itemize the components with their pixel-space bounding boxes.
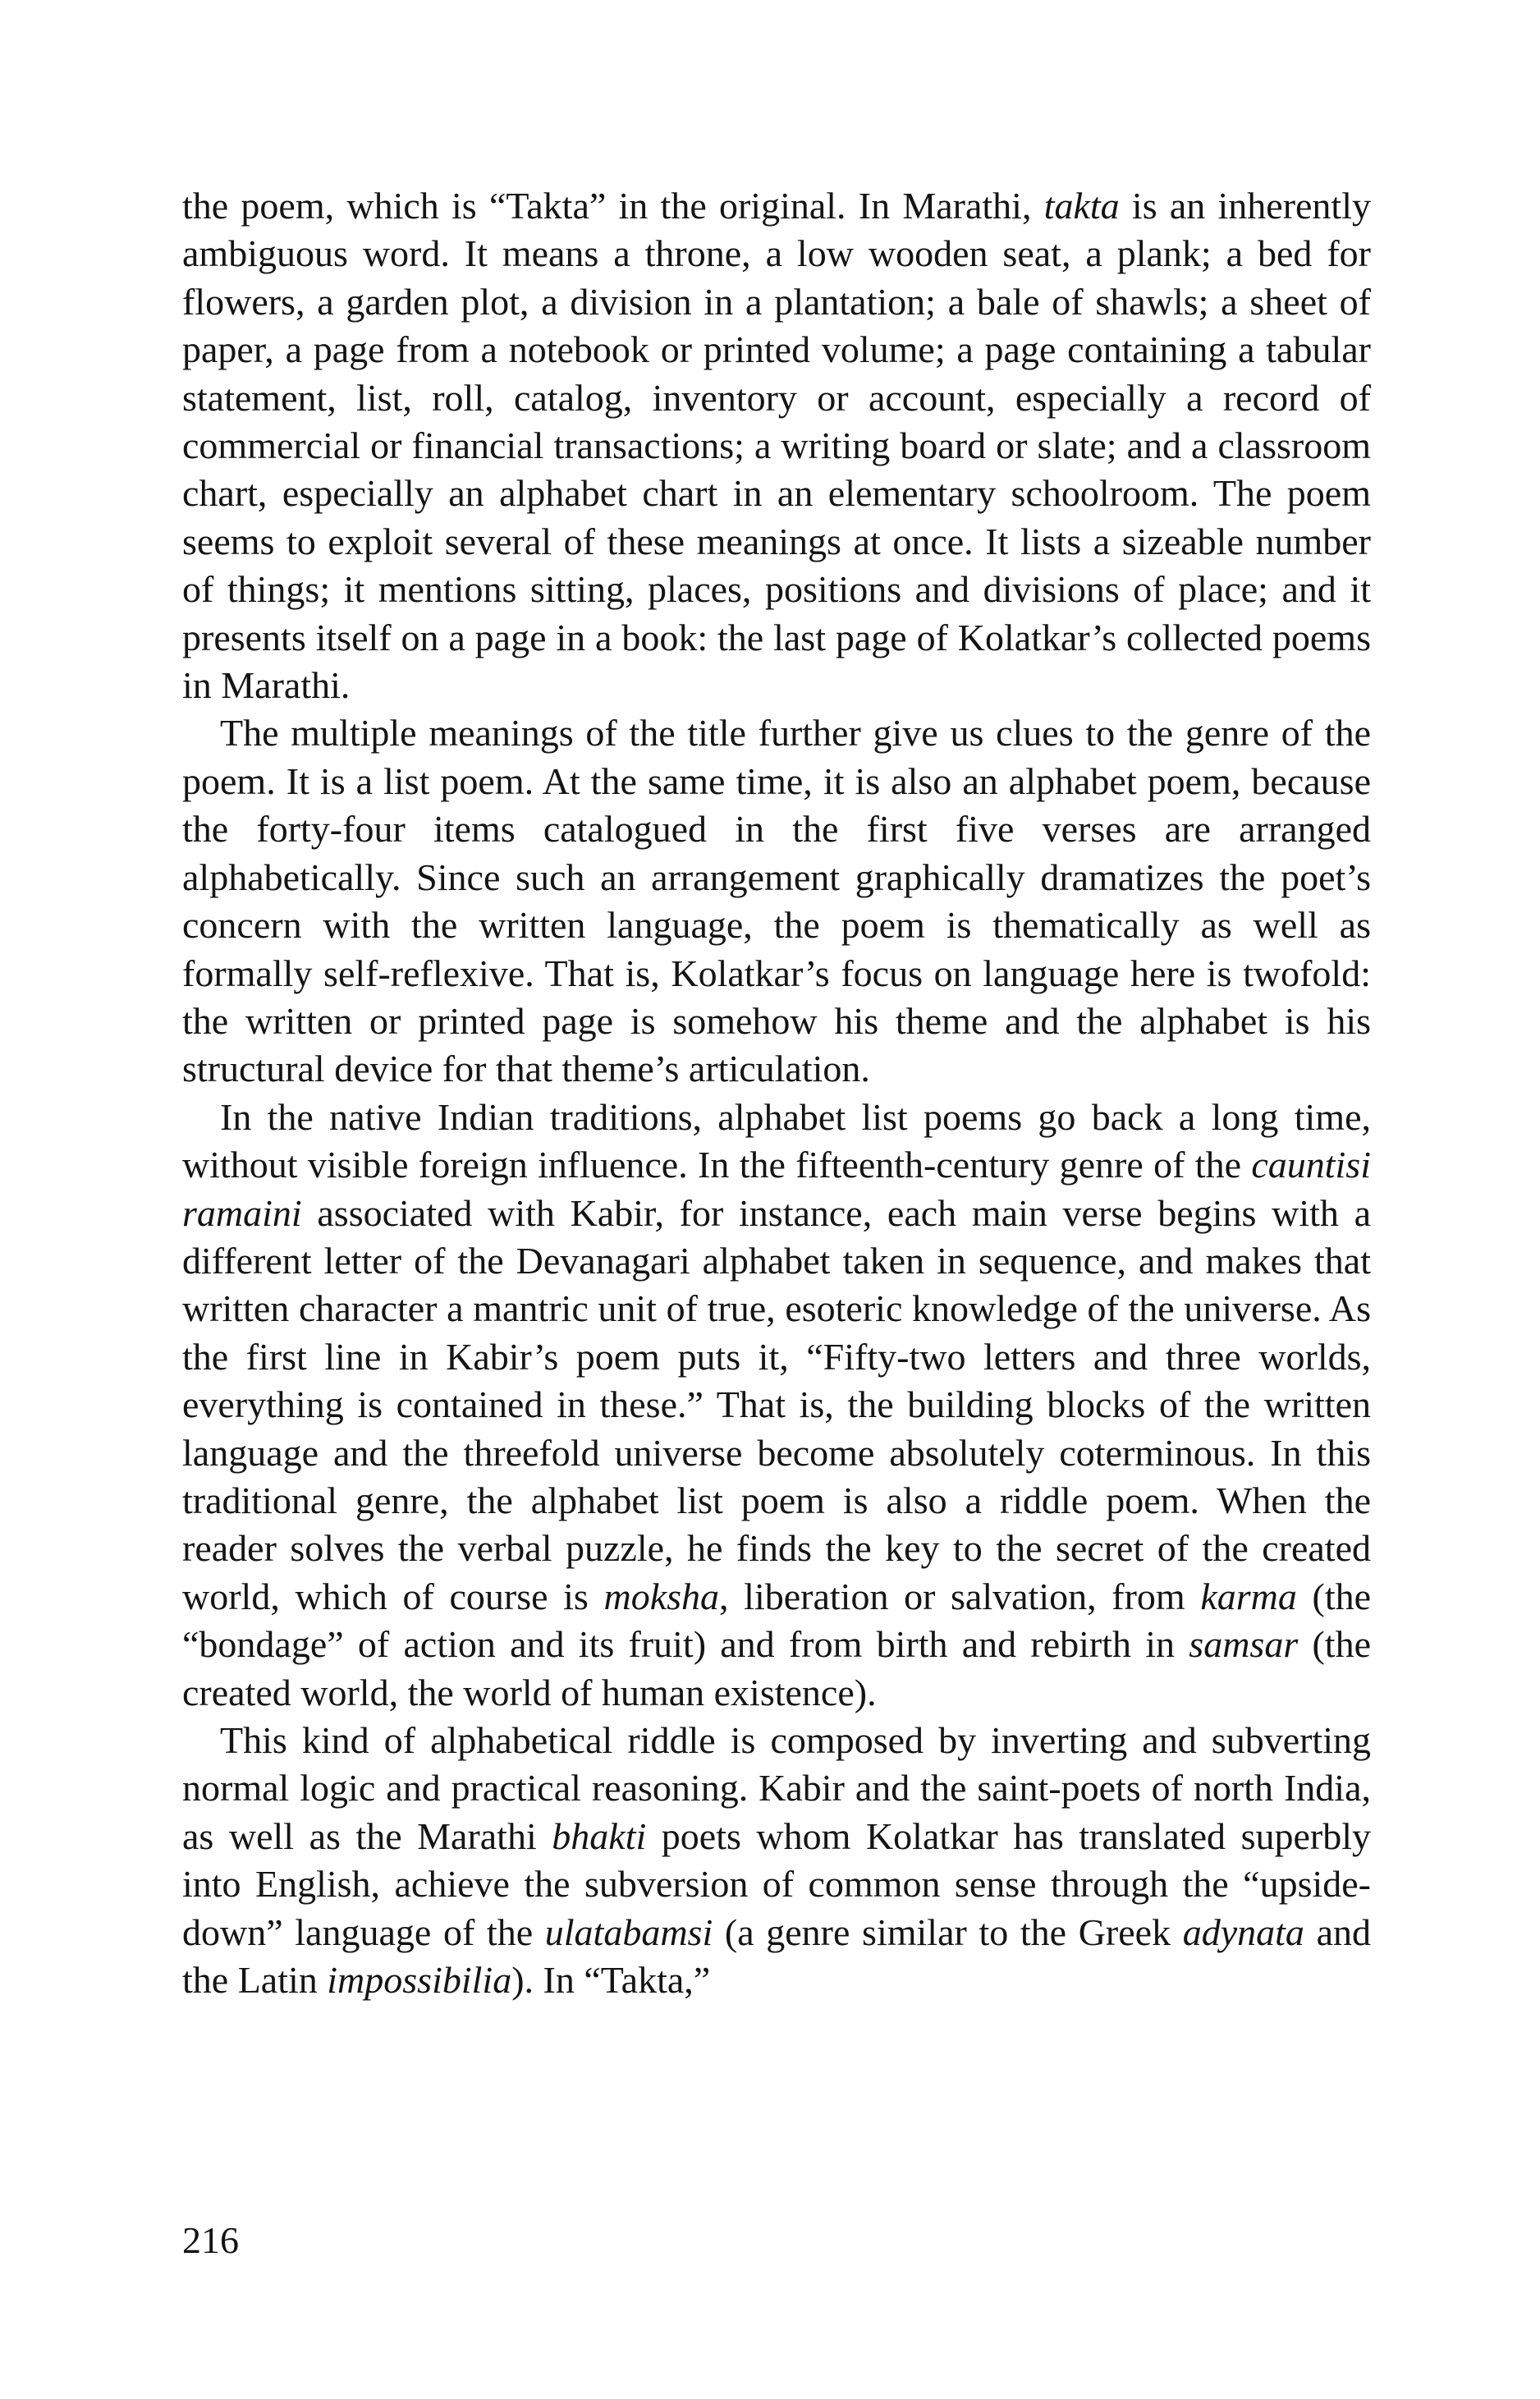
text-run: , liberation or salvation, from	[719, 1575, 1201, 1617]
italic-term: karma	[1200, 1575, 1297, 1617]
text-run: (a genre similar to the Greek	[713, 1910, 1183, 1953]
italic-term: samsar	[1189, 1623, 1299, 1666]
body-text	[182, 182, 1371, 2004]
text-run: the poem, which is “Takta” in the original. In Marathi,	[182, 185, 1044, 227]
paragraph-alphabetical-riddle	[182, 1717, 1371, 2004]
text-run: (the created world, the world of human existence).	[182, 1623, 1371, 1713]
page-number: 216	[182, 2219, 239, 2261]
text-run: (the “bondage” of action and its fruit) and from birth and rebirth in	[182, 1575, 1372, 1666]
text-run: ). In “Takta,”	[511, 1959, 711, 2002]
paragraph-continued	[182, 182, 1371, 709]
paragraph-indian-traditions	[182, 1094, 1371, 1717]
text-run: poets whom Kolatkar has translated superbly into English, achieve the subversion of common sense through the “upside-down” language of the	[182, 1814, 1371, 1953]
italic-term: ulatabamsi	[544, 1910, 713, 1953]
text-run: associated with Kabir, for instance, each main verse begins with a different letter of the Devanagari alphabet taken in sequence, and makes that written character a mantric unit of true, esoteric knowledge of the universe. As the first line in Kabir’s poem puts it, “Fifty-two letters and three worlds, everything is contained in these.” That is, the building blocks of the written language and the threefold universe become absolutely coterminous. In this traditional genre, the alphabet list poem is also a riddle poem. When the reader solves the verbal puzzle, he finds the key to the secret of the created world, which of course is	[182, 1191, 1371, 1617]
italic-term: bhakti	[552, 1814, 647, 1857]
italic-term: takta	[1043, 185, 1120, 227]
text-run: and the Latin	[182, 1910, 1371, 2002]
italic-term: cauntisi ramaini	[182, 1144, 1371, 1234]
text-run: In the native Indian traditions, alphabet list poems go back a long time, without visible foreign influence. In the fifteenth-century genre of the	[182, 1095, 1371, 1186]
italic-term: moksha	[603, 1575, 720, 1617]
text-run: The multiple meanings of the title further give us clues to the genre of the poem. It is a list poem. At the same time, it is also an alphabet poem, because the forty-four items catalogued in the first five verses are arranged alphabetically. Since such an arrangement graphically dramatizes the poet’s concern with the written language, the poem is thematically as well as formally self-reflexive. That is, Kolatkar’s focus on language here is twofold: the written or printed page is somehow his theme and the alphabet is his structural device for that theme’s articulation.	[182, 712, 1371, 1090]
text-run: This kind of alphabetical riddle is composed by inverting and subverting normal logic and practical reasoning. Kabir and the saint-poets of north India, as well as the Marathi	[182, 1719, 1371, 1857]
italic-term: impossibilia	[327, 1959, 512, 2002]
italic-term: adynata	[1182, 1910, 1304, 1953]
text-run: is an inherently ambiguous word. It means a throne, a low wooden seat, a plank; a bed for flowers, a garden plot, a division in a plantation; a bale of shawls; a sheet of paper, a page from a notebook or printed volume; a page containing a tabular statement, list, roll, catalog, inventory or account, especially a record of commercial or financial transactions; a writing board or slate; and a classroom chart, especially an alphabet chart in an elementary schoolroom. The poem seems to exploit several of these meanings at once. It lists a sizeable number of things; it mentions sitting, places, positions and divisions of place; and it presents itself on a page in a book: the last page of Kolatkar’s collected poems in Marathi.	[182, 185, 1371, 707]
paragraph-title-meanings	[182, 709, 1371, 1093]
